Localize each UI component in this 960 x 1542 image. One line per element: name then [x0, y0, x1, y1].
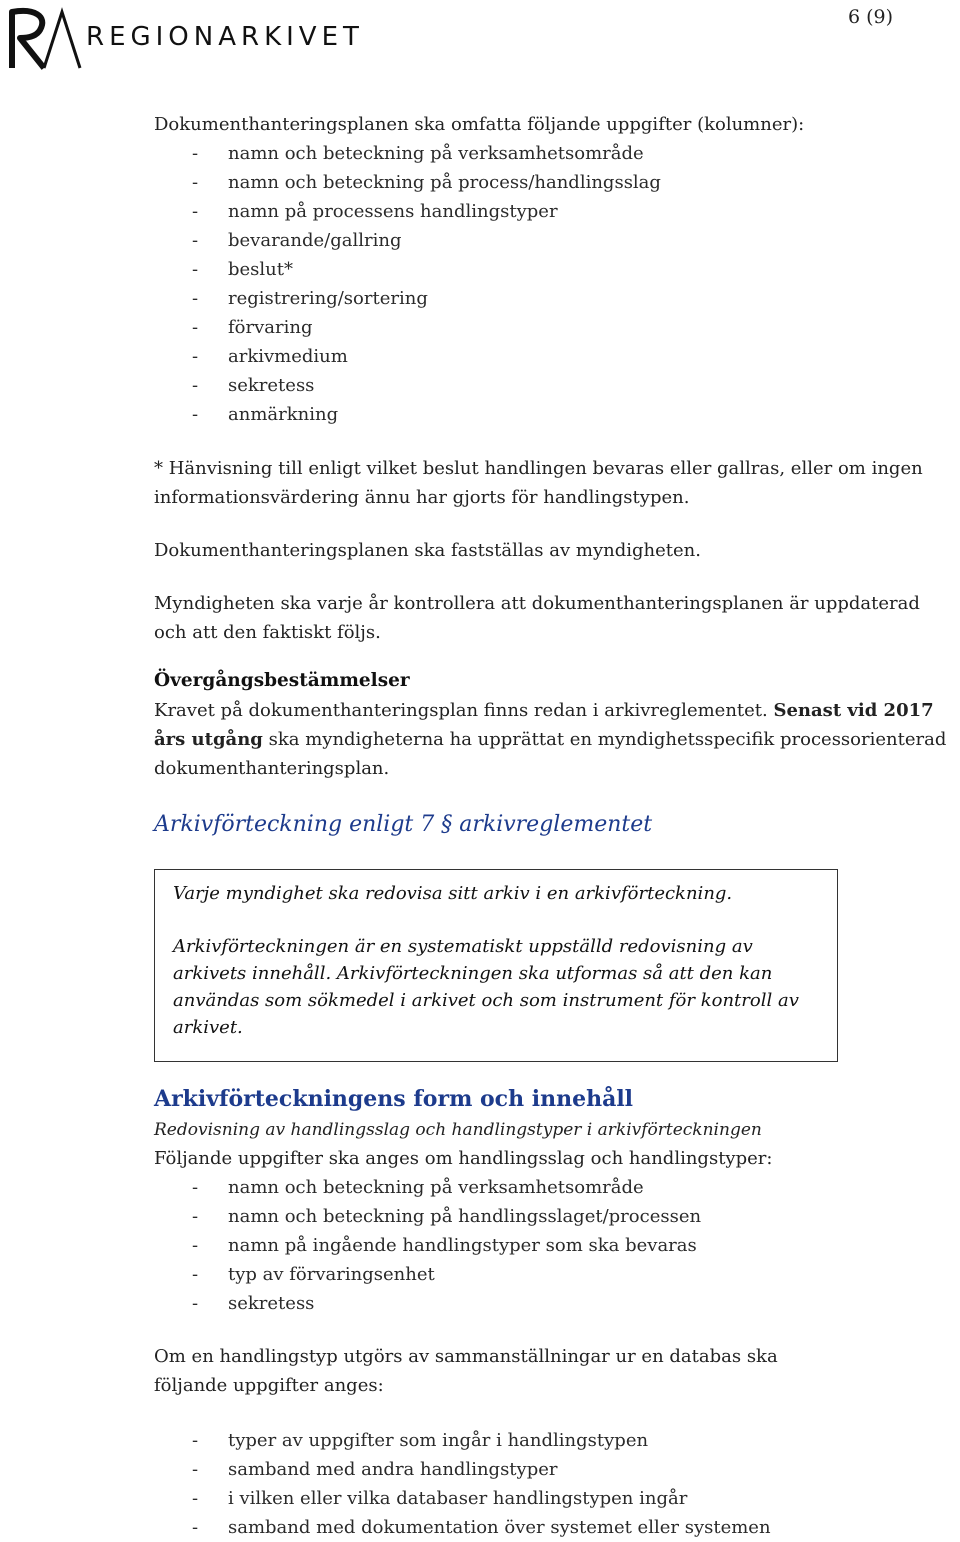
quote-line: användas som sökmedel i arkivet och som instrument för kontroll av [173, 990, 799, 1011]
databas-list [154, 1426, 771, 1542]
list-item: - namn och beteckning på verksamhetsområde [192, 143, 644, 164]
page-number: 6 (9) [848, 6, 894, 28]
arkivforteckning-heading: Arkivförteckning enligt 7 § arkivreglementet [154, 812, 653, 837]
paragraph-line: Om en handlingstyp utgörs av sammanställningar ur en databas ska [154, 1346, 778, 1367]
columns-list [154, 139, 661, 429]
footnote-line: informationsvärdering ännu har gjorts för handlingstypen. [154, 487, 690, 508]
header [0, 0, 960, 80]
list-item: - samband med dokumentation över systemet eller systemen [192, 1517, 771, 1538]
form-innehall-intro: Följande uppgifter ska anges om handlingsslag och handlingstyper: [154, 1148, 773, 1169]
paragraph-databas [154, 1342, 778, 1400]
list-item: - beslut* [192, 259, 293, 280]
regionarkivet-logo-icon [4, 4, 82, 72]
transition-text-bold: Senast vid 2017 [773, 700, 934, 721]
list-item: - namn på processens handlingstyper [192, 201, 558, 222]
list-item: - registrering/sortering [192, 288, 428, 309]
handlingstyper-list [154, 1173, 701, 1318]
list-item: - arkivmedium [192, 346, 348, 367]
list-item: - typer av uppgifter som ingår i handlingstypen [192, 1430, 649, 1451]
paragraph-faststallas: Dokumenthanteringsplanen ska fastställas av myndigheten. [154, 540, 701, 561]
transition-text [154, 696, 946, 783]
quote-line: arkivets innehåll. Arkivförteckningen ska utformas så att den kan [173, 963, 773, 984]
list-item: - sekretess [192, 375, 315, 396]
list-item: - namn på ingående handlingstyper som ska bevaras [192, 1235, 697, 1256]
paragraph-line: följande uppgifter anges: [154, 1375, 384, 1396]
list-item: - sekretess [192, 1293, 315, 1314]
transition-text-bold: års utgång [154, 729, 263, 750]
paragraph-kontroll [154, 589, 920, 647]
list-item: - typ av förvaringsenhet [192, 1264, 435, 1285]
paragraph-line: och att den faktiskt följs. [154, 622, 381, 643]
section1-intro: Dokumenthanteringsplanen ska omfatta följande uppgifter (kolumner): [154, 114, 805, 135]
list-item: - anmärkning [192, 404, 339, 425]
list-item: - namn och beteckning på handlingsslaget/processen [192, 1206, 702, 1227]
form-innehall-subheading: Redovisning av handlingsslag och handlingstyper i arkivförteckningen [154, 1120, 762, 1140]
list-item: - samband med andra handlingstyper [192, 1459, 558, 1480]
list-item: - förvaring [192, 317, 313, 338]
list-item: - bevarande/gallring [192, 230, 402, 251]
footnote-line: * Hänvisning till enligt vilket beslut handlingen bevaras eller gallras, eller om ingen [154, 458, 923, 479]
transition-text-plain: dokumenthanteringsplan. [154, 758, 390, 779]
regulation-quote-box [154, 869, 838, 1062]
footnote [154, 454, 923, 512]
logo-wordmark: REGIONARKIVET [86, 22, 364, 52]
quote-line: Arkivförteckningen är en systematiskt uppställd redovisning av [173, 936, 753, 957]
paragraph-line: Myndigheten ska varje år kontrollera att dokumenthanteringsplanen är uppdaterad [154, 593, 920, 614]
form-innehall-heading: Arkivförteckningens form och innehåll [154, 1086, 634, 1112]
transition-text-plain: Kravet på dokumenthanteringsplan finns redan i arkivreglementet. [154, 700, 768, 721]
list-item: - i vilken eller vilka databaser handlingstypen ingår [192, 1488, 688, 1509]
list-item: - namn och beteckning på verksamhetsområde [192, 1177, 644, 1198]
quote-line: Varje myndighet ska redovisa sitt arkiv i en arkivförteckning. [173, 883, 733, 904]
transition-heading: Övergångsbestämmelser [154, 670, 410, 691]
quote-line: arkivet. [173, 1017, 243, 1038]
list-item: - namn och beteckning på process/handlingsslag [192, 172, 661, 193]
transition-text-plain: ska myndigheterna ha upprättat en myndighetsspecifik processorienterad [268, 729, 947, 750]
